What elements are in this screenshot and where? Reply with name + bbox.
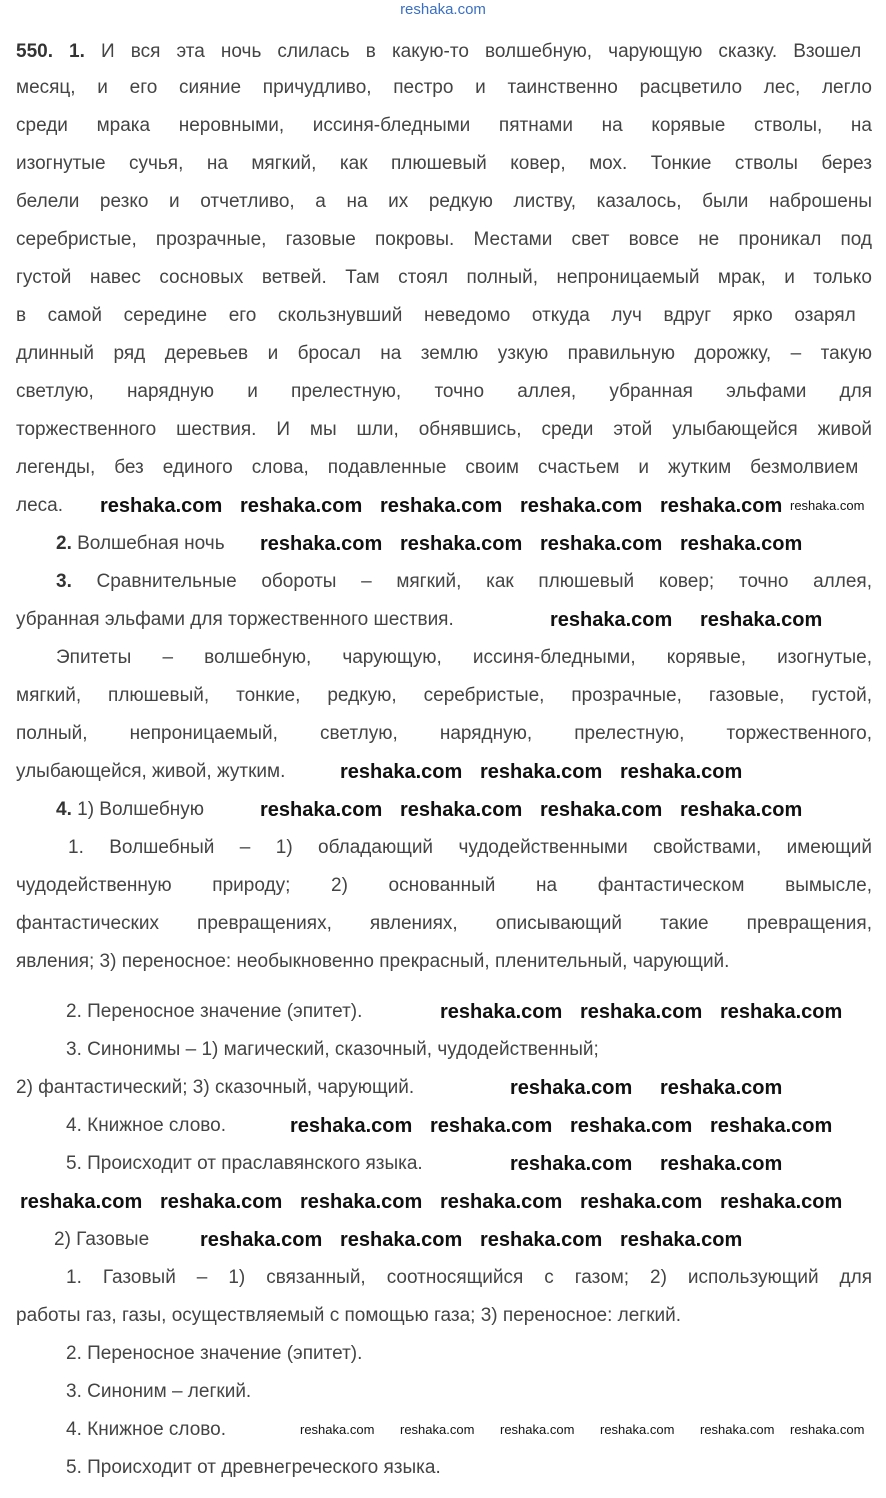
watermark: reshaka.com (580, 1191, 703, 1213)
text-line (66, 1266, 872, 1290)
line-text: среди мрака неровными, иссиня-бледными пятнами на корявые стволы, на (16, 115, 872, 136)
site-header-link[interactable]: reshaka.com (400, 1, 486, 18)
watermark: reshaka.com (20, 1191, 143, 1213)
watermark: reshaka.com (790, 1422, 865, 1437)
item-number: 550. 1. (16, 41, 85, 62)
watermark: reshaka.com (620, 1229, 743, 1251)
watermark: reshaka.com (300, 1422, 375, 1437)
text-line (56, 532, 225, 556)
watermark: reshaka.com (260, 799, 383, 821)
line-text: 1) Волшебную (71, 799, 204, 820)
watermark: reshaka.com (400, 1422, 475, 1437)
line-text: мягкий, плюшевый, тонкие, редкую, серебристые, прозрачные, газовые, густой, (16, 685, 872, 706)
line-text: белели резко и отчетливо, а на их редкую листву, казалось, были наброшены (16, 191, 872, 212)
line-text: 3. Синоним – легкий. (66, 1381, 252, 1402)
text-line (54, 1228, 149, 1252)
line-text: работы газ, газы, осуществляемый с помощью газа; 3) переносное: легкий. (16, 1305, 682, 1326)
text-line (16, 114, 872, 138)
line-text: полный, непроницаемый, светлую, нарядную, прелестную, торжественного, (16, 723, 872, 744)
line-text: 5. Происходит от праславянского языка. (66, 1153, 423, 1174)
line-text: леса. (16, 495, 63, 516)
line-text: легенды, без единого слова, подавленные своим счастьем и жутким безмолвием (16, 457, 859, 478)
line-text: чудодейственную природу; 2) основанный на фантастическом вымысле, (16, 875, 872, 896)
line-text: Эпитеты – волшебную, чарующую, иссиня-бледными, корявые, изогнутые, (56, 647, 872, 668)
watermark: reshaka.com (240, 495, 363, 517)
line-text: 5. Происходит от древнегреческого языка. (66, 1457, 441, 1478)
item-number: 2. (56, 533, 72, 554)
watermark: reshaka.com (700, 609, 823, 631)
text-line (16, 40, 861, 64)
text-line (16, 1076, 414, 1100)
watermark: reshaka.com (500, 1422, 575, 1437)
item-number: 4. (56, 799, 72, 820)
watermark: reshaka.com (720, 1191, 843, 1213)
watermark: reshaka.com (700, 1422, 775, 1437)
line-text: 2. Переносное значение (эпитет). (66, 1343, 363, 1364)
line-text: Волшебная ночь (71, 533, 225, 554)
watermark: reshaka.com (160, 1191, 283, 1213)
line-text: 2) фантастический; 3) сказочный, чарующий. (16, 1077, 415, 1098)
watermark: reshaka.com (440, 1001, 563, 1023)
text-line (16, 304, 856, 328)
text-line (16, 760, 285, 784)
text-line (16, 874, 872, 898)
watermark: reshaka.com (660, 495, 783, 517)
line-text: 2) Газовые (54, 1229, 150, 1250)
text-line (66, 1000, 362, 1024)
text-line (66, 1038, 599, 1062)
watermark: reshaka.com (550, 609, 673, 631)
watermark: reshaka.com (300, 1191, 423, 1213)
watermark: reshaka.com (430, 1115, 553, 1137)
watermark: reshaka.com (200, 1229, 323, 1251)
line-text: 1. Волшебный – 1) обладающий чудодейственными свойствами, имеющий (68, 837, 872, 858)
text-line (16, 1304, 681, 1328)
text-line (16, 190, 872, 214)
text-line (16, 342, 872, 366)
line-text: фантастических превращениях, явлениях, описывающий такие превращения, (16, 913, 872, 934)
watermark: reshaka.com (260, 533, 383, 555)
watermark: reshaka.com (660, 1077, 783, 1099)
watermark: reshaka.com (480, 761, 603, 783)
line-text: убранная эльфами для торжественного шествия. (16, 609, 454, 630)
line-text: месяц, и его сияние причудливо, пестро и таинственно расцветило лес, легло (16, 77, 872, 98)
text-line (66, 1456, 441, 1480)
line-text: И вся эта ночь слилась в какую-то волшебную, чарующую сказку. Взошел (84, 41, 862, 62)
text-line (16, 380, 872, 404)
text-line (16, 418, 872, 442)
watermark: reshaka.com (400, 799, 523, 821)
text-line (16, 494, 63, 518)
text-line (16, 684, 872, 708)
watermark: reshaka.com (680, 533, 803, 555)
text-line (16, 722, 872, 746)
line-text: в самой середине его скользнувший неведомо откуда луч вдруг ярко озарял (16, 305, 856, 326)
item-number: 3. (56, 571, 72, 592)
watermark: reshaka.com (570, 1115, 693, 1137)
watermark: reshaka.com (600, 1422, 675, 1437)
text-line (66, 1418, 226, 1442)
text-line (16, 76, 872, 100)
text-line (66, 1342, 362, 1366)
line-text: торжественного шествия. И мы шли, обнявшись, среди этой улыбающейся живой (16, 419, 872, 440)
line-text: длинный ряд деревьев и бросал на землю узкую правильную дорожку, – такую (16, 343, 872, 364)
watermark: reshaka.com (620, 761, 743, 783)
text-line (56, 646, 872, 670)
line-text: 4. Книжное слово. (66, 1115, 227, 1136)
line-text: 1. Газовый – 1) связанный, соотносящийся с газом; 2) использующий для (66, 1267, 872, 1288)
line-text: 2. Переносное значение (эпитет). (66, 1001, 363, 1022)
watermark: reshaka.com (680, 799, 803, 821)
line-text: светлую, нарядную и прелестную, точно аллея, убранная эльфами для (16, 381, 872, 402)
text-line (68, 836, 872, 860)
watermark: reshaka.com (660, 1153, 783, 1175)
line-text: Сравнительные обороты – мягкий, как плюшевый ковер; точно аллея, (71, 571, 872, 592)
watermark: reshaka.com (290, 1115, 413, 1137)
text-line (16, 266, 872, 290)
watermark: reshaka.com (510, 1153, 633, 1175)
watermark: reshaka.com (480, 1229, 603, 1251)
text-line (16, 152, 872, 176)
watermark: reshaka.com (720, 1001, 843, 1023)
watermark: reshaka.com (440, 1191, 563, 1213)
watermark: reshaka.com (100, 495, 223, 517)
text-line (66, 1380, 251, 1404)
watermark: reshaka.com (710, 1115, 833, 1137)
text-line (66, 1152, 423, 1176)
text-line (66, 1114, 226, 1138)
watermark: reshaka.com (540, 533, 663, 555)
text-line (16, 912, 872, 936)
line-text: густой навес сосновых ветвей. Там стоял полный, непроницаемый мрак, и только (16, 267, 872, 288)
watermark: reshaka.com (580, 1001, 703, 1023)
text-line (16, 950, 729, 974)
watermark: reshaka.com (340, 1229, 463, 1251)
line-text: серебристые, прозрачные, газовые покровы. Местами свет вовсе не проникал под (16, 229, 872, 250)
watermark: reshaka.com (790, 498, 865, 513)
watermark: reshaka.com (380, 495, 503, 517)
watermark: reshaka.com (510, 1077, 633, 1099)
watermark: reshaka.com (520, 495, 643, 517)
line-text: улыбающейся, живой, жутким. (16, 761, 286, 782)
text-line (56, 798, 204, 822)
text-line (16, 608, 454, 632)
line-text: явления; 3) переносное: необыкновенно прекрасный, пленительный, чарующий. (16, 951, 730, 972)
watermark: reshaka.com (540, 799, 663, 821)
text-line (16, 228, 872, 252)
line-text: 3. Синонимы – 1) магический, сказочный, чудодейственный; (66, 1039, 599, 1060)
watermark: reshaka.com (340, 761, 463, 783)
watermark: reshaka.com (400, 533, 523, 555)
text-line (56, 570, 872, 594)
line-text: изогнутые сучья, на мягкий, как плюшевый ковер, мох. Тонкие стволы берез (16, 153, 872, 174)
line-text: 4. Книжное слово. (66, 1419, 227, 1440)
text-line (16, 456, 858, 480)
